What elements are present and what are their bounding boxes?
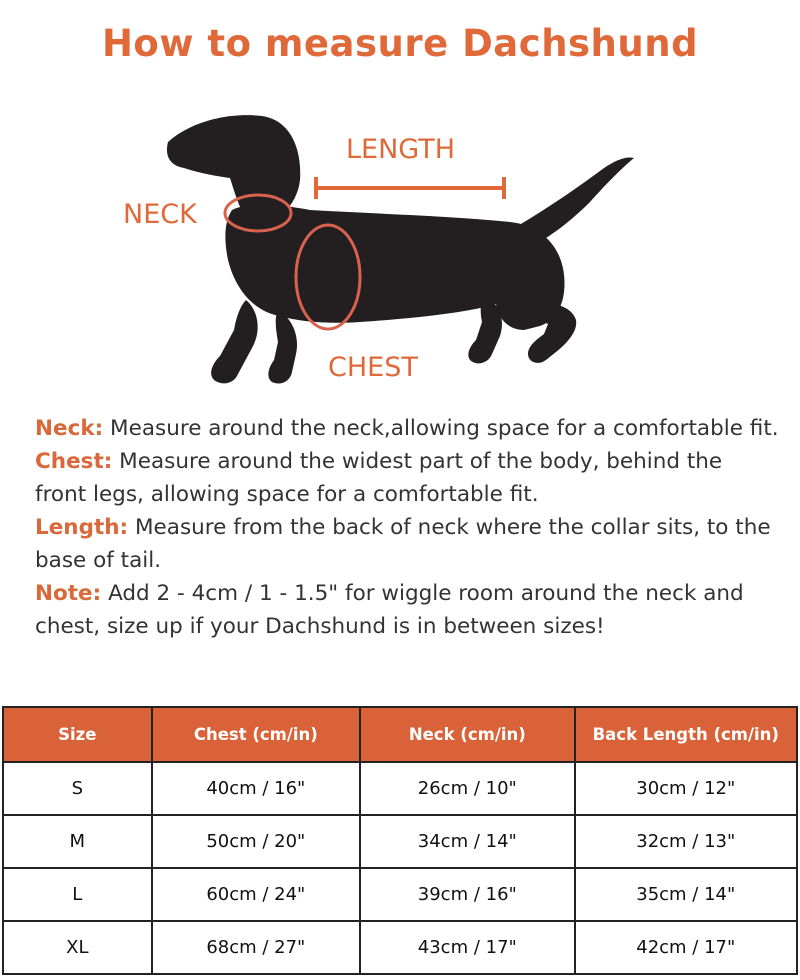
cell-neck: 39cm / 16" — [360, 868, 574, 921]
header-back-length: Back Length (cm/in) — [575, 707, 797, 762]
cell-size: XL — [3, 921, 152, 974]
cell-chest: 50cm / 20" — [152, 815, 360, 868]
cell-back-length: 35cm / 14" — [575, 868, 797, 921]
instruction-text: Measure from the back of neck where the collar sits, to the base of tail. — [35, 515, 771, 573]
measurement-instructions — [35, 412, 780, 643]
table-header-row — [3, 707, 797, 762]
cell-neck: 34cm / 14" — [360, 815, 574, 868]
header-size: Size — [3, 707, 152, 762]
cell-chest: 40cm / 16" — [152, 762, 360, 815]
header-neck: Neck (cm/in) — [360, 707, 574, 762]
cell-size: S — [3, 762, 152, 815]
cell-back-length: 32cm / 13" — [575, 815, 797, 868]
instruction-neck — [35, 412, 780, 445]
chest-label: CHEST — [328, 352, 418, 383]
table-row — [3, 868, 797, 921]
page-title: How to measure Dachshund — [101, 22, 699, 65]
table-row — [3, 815, 797, 868]
size-chart-table — [2, 706, 798, 975]
header-chest: Chest (cm/in) — [152, 707, 360, 762]
cell-neck: 26cm / 10" — [360, 762, 574, 815]
cell-back-length: 42cm / 17" — [575, 921, 797, 974]
cell-chest: 60cm / 24" — [152, 868, 360, 921]
cell-neck: 43cm / 17" — [360, 921, 574, 974]
instruction-chest — [35, 445, 780, 511]
cell-size: L — [3, 868, 152, 921]
instruction-label: Neck: — [35, 416, 104, 441]
instruction-text: Add 2 - 4cm / 1 - 1.5" for wiggle room around the neck and chest, size up if your Dachshund is in between sizes! — [35, 581, 744, 639]
neck-label: NECK — [123, 199, 197, 230]
cell-chest: 68cm / 27" — [152, 921, 360, 974]
instruction-label: Note: — [35, 581, 102, 606]
table-row — [3, 921, 797, 974]
instruction-label: Chest: — [35, 449, 113, 474]
instruction-note — [35, 577, 780, 643]
dachshund-diagram — [0, 100, 800, 400]
instruction-text: Measure around the neck,allowing space for a comfortable fit. — [103, 416, 779, 441]
table-row — [3, 762, 797, 815]
instruction-text: Measure around the widest part of the body, behind the front legs, allowing space for a comfortable fit. — [35, 449, 723, 507]
instruction-label: Length: — [35, 515, 129, 540]
length-label: LENGTH — [346, 134, 456, 165]
cell-back-length: 30cm / 12" — [575, 762, 797, 815]
instruction-length — [35, 511, 780, 577]
cell-size: M — [3, 815, 152, 868]
